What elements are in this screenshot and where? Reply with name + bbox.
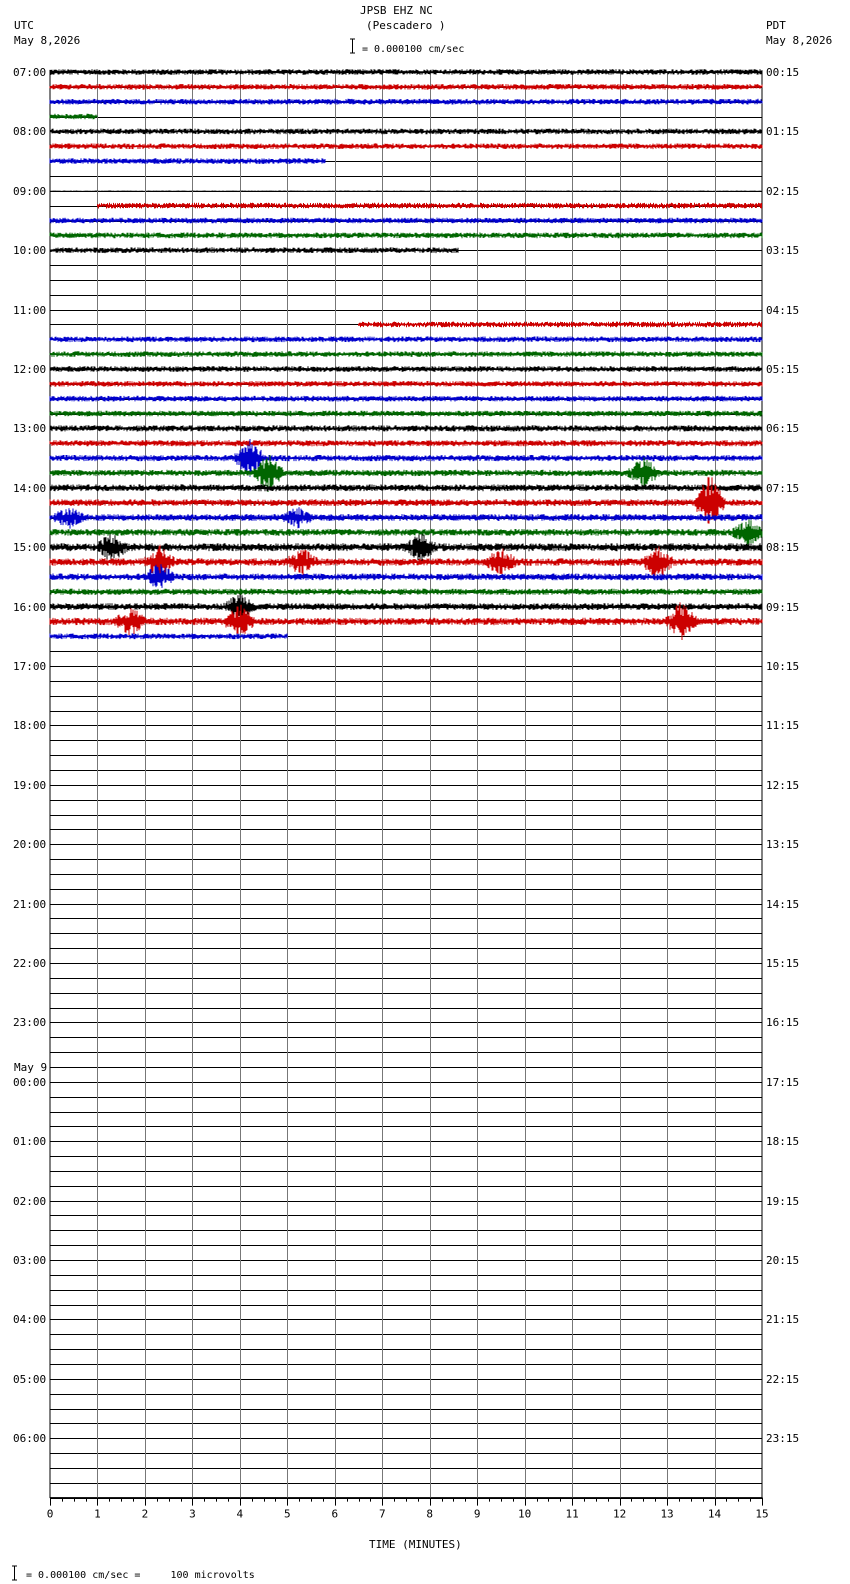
pdt-hour-label: 23:15 — [766, 1432, 800, 1446]
x-tick-label: 4 — [236, 1507, 244, 1521]
trace-row-31 — [50, 520, 762, 545]
trace-row-10 — [50, 218, 762, 224]
pdt-hour-label: 02:15 — [766, 184, 800, 198]
x-tick-label: 8 — [426, 1507, 434, 1521]
trace-row-6 — [50, 158, 325, 164]
utc-hour-label: 13:00 — [13, 422, 47, 436]
trace-row-36 — [50, 594, 762, 619]
trace-row-1 — [50, 84, 762, 90]
utc-hour-label: 04:00 — [13, 1313, 47, 1327]
station-location: (Pescadero ) — [366, 19, 446, 32]
utc-hour-label: 08:00 — [13, 125, 47, 139]
trace-row-24 — [50, 425, 762, 431]
utc-hour-label: 00:00 — [13, 1075, 47, 1089]
utc-hour-label: 11:00 — [13, 303, 47, 317]
x-tick-label: 15 — [755, 1507, 769, 1521]
x-tick-label: 11 — [565, 1507, 579, 1521]
utc-hour-label: 22:00 — [13, 957, 47, 970]
footer-scale-bar-icon — [12, 1566, 17, 1580]
pdt-date-label: May 8,2026 — [766, 34, 833, 47]
trace-row-12 — [50, 247, 458, 253]
pdt-hour-label: 17:15 — [766, 1075, 800, 1089]
utc-hour-label: 14:00 — [13, 481, 47, 495]
plot-grid — [50, 72, 762, 1499]
pdt-hour-label: 00:15 — [766, 66, 800, 79]
utc-hour-label: 09:00 — [13, 184, 47, 198]
pdt-hour-label: 05:15 — [766, 363, 800, 376]
pdt-hour-label: 18:15 — [766, 1135, 800, 1149]
trace-row-5 — [50, 143, 762, 149]
x-tick-label: 9 — [473, 1507, 481, 1521]
x-tick-label: 10 — [518, 1507, 532, 1521]
trace-row-0 — [50, 69, 762, 75]
pdt-hour-label: 15:15 — [766, 957, 800, 970]
pdt-hour-label: 07:15 — [766, 481, 800, 495]
pdt-hour-label: 21:15 — [766, 1313, 800, 1327]
utc-hour-label: 12:00 — [13, 363, 47, 376]
plot-frame — [50, 72, 762, 1498]
pdt-hour-label: 14:15 — [766, 897, 800, 911]
utc-hour-label: 21:00 — [13, 897, 47, 911]
utc-hour-label: 15:00 — [13, 541, 47, 555]
utc-hour-label: 19:00 — [13, 778, 47, 792]
pdt-hour-label: 20:15 — [766, 1254, 800, 1267]
utc-hour-label: 06:00 — [13, 1432, 47, 1446]
scale-label: = 0.000100 cm/sec — [362, 44, 465, 55]
utc-hour-label: 02:00 — [13, 1194, 47, 1208]
x-tick-label: 0 — [46, 1507, 54, 1521]
trace-row-35 — [50, 589, 762, 595]
utc-hour-label: 01:00 — [13, 1135, 47, 1149]
trace-row-17 — [359, 322, 762, 328]
x-axis-title: TIME (MINUTES) — [369, 1538, 462, 1551]
trace-row-25 — [50, 440, 762, 446]
trace-row-30 — [50, 507, 762, 528]
trace-row-18 — [50, 336, 762, 342]
trace-row-2 — [50, 99, 762, 105]
pdt-hour-label: 03:15 — [766, 244, 800, 258]
trace-row-22 — [50, 396, 762, 402]
utc-hour-label: 17:00 — [13, 660, 47, 673]
seismic-traces — [50, 69, 762, 640]
pdt-hour-label: 22:15 — [766, 1372, 800, 1386]
utc-hour-label: 20:00 — [13, 838, 47, 852]
trace-row-19 — [50, 351, 762, 357]
utc-hour-label: 18:00 — [13, 719, 47, 733]
x-tick-label: 14 — [707, 1507, 722, 1521]
trace-row-21 — [50, 381, 762, 387]
utc-hour-label: 05:00 — [13, 1372, 47, 1386]
pdt-hour-label: 01:15 — [766, 125, 800, 139]
station-title: JPSB EHZ NC — [360, 4, 433, 17]
pdt-hour-label: 04:15 — [766, 303, 800, 317]
trace-row-4 — [50, 129, 762, 135]
scale-bar-icon — [350, 39, 355, 53]
trace-row-11 — [50, 233, 762, 239]
pdt-hour-label: 10:15 — [766, 660, 800, 673]
x-tick-label: 1 — [94, 1507, 101, 1521]
pdt-hour-label: 06:15 — [766, 422, 800, 436]
pdt-zone-label: PDT — [766, 19, 786, 32]
x-tick-label: 12 — [612, 1507, 627, 1521]
utc-zone-label: UTC — [14, 19, 34, 32]
pdt-hour-label: 16:15 — [766, 1016, 800, 1030]
utc-hour-label: 16:00 — [13, 600, 47, 614]
trace-row-9 — [98, 203, 762, 209]
trace-row-23 — [50, 411, 762, 417]
pdt-hour-label: 19:15 — [766, 1194, 800, 1208]
x-tick-label: 6 — [331, 1507, 339, 1521]
footer-scale-label: = 0.000100 cm/sec = 100 microvolts — [26, 1570, 255, 1581]
pdt-hour-label: 12:15 — [766, 778, 800, 792]
date-change-label: May 9 — [14, 1061, 48, 1074]
pdt-hour-label: 13:15 — [766, 838, 800, 852]
utc-hour-label: 23:00 — [13, 1016, 47, 1030]
trace-row-28 — [50, 484, 762, 491]
utc-hour-label: 10:00 — [13, 244, 47, 258]
utc-hour-label: 07:00 — [13, 66, 47, 79]
utc-date-label: May 8,2026 — [14, 34, 81, 47]
trace-row-3 — [50, 114, 97, 120]
trace-row-38 — [50, 633, 287, 639]
pdt-hour-label: 09:15 — [766, 600, 800, 614]
x-tick-label: 7 — [378, 1507, 386, 1521]
utc-hour-label: 03:00 — [13, 1254, 47, 1267]
pdt-hour-label: 11:15 — [766, 719, 800, 733]
time-axis — [12, 39, 769, 1580]
x-tick-label: 5 — [284, 1507, 291, 1521]
x-tick-label: 2 — [141, 1507, 149, 1521]
x-tick-label: 3 — [189, 1507, 196, 1521]
x-tick-label: 13 — [660, 1507, 674, 1521]
pdt-hour-label: 08:15 — [766, 541, 800, 555]
trace-row-20 — [50, 366, 762, 372]
